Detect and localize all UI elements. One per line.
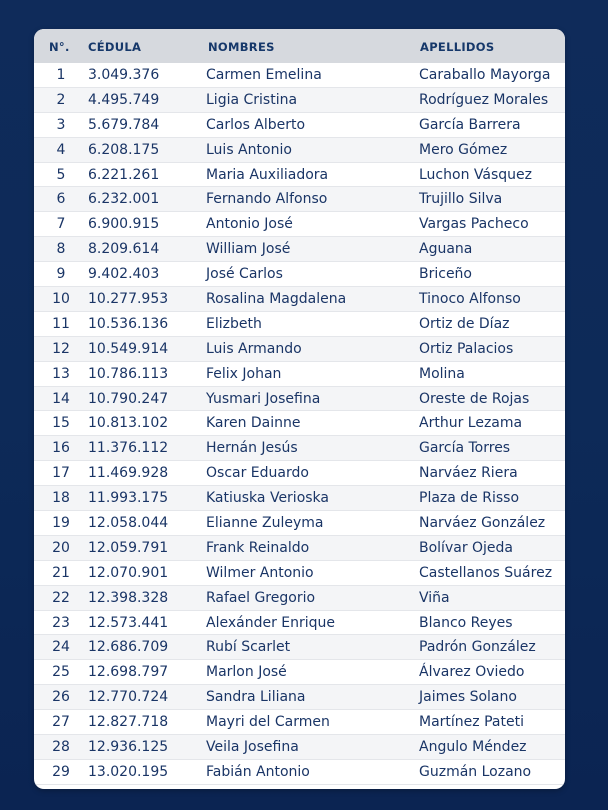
- table-row: [34, 486, 565, 511]
- cell-nombres: Sandra Liliana: [206, 689, 306, 706]
- cell-nombres: Karen Dainne: [206, 415, 301, 432]
- cell-cedula: 12.058.044: [88, 515, 169, 532]
- cell-num: 10: [52, 291, 70, 308]
- cell-cedula: 13.020.195: [88, 763, 169, 780]
- data-table: [34, 29, 565, 789]
- table-row: [34, 685, 565, 710]
- header-cedula: CÉDULA: [88, 40, 142, 54]
- cell-cedula: 10.790.247: [88, 390, 169, 407]
- cell-apellidos: Angulo Méndez: [419, 739, 527, 756]
- table-row: [34, 237, 565, 262]
- table-row: [34, 163, 565, 188]
- cell-cedula: 12.827.718: [88, 714, 169, 731]
- table-body: [34, 63, 565, 785]
- cell-cedula: 12.698.797: [88, 664, 169, 681]
- cell-apellidos: Blanco Reyes: [419, 614, 513, 631]
- cell-num: 16: [52, 440, 70, 457]
- cell-num: 13: [52, 365, 70, 382]
- table-row: [34, 212, 565, 237]
- cell-nombres: Elianne Zuleyma: [206, 515, 324, 532]
- cell-cedula: 6.221.261: [88, 166, 160, 183]
- table-row: [34, 337, 565, 362]
- cell-num: 2: [56, 91, 66, 108]
- table-row: [34, 362, 565, 387]
- cell-cedula: 11.469.928: [88, 465, 169, 482]
- cell-apellidos: Luchon Vásquez: [419, 166, 532, 183]
- table-row: [34, 63, 565, 88]
- cell-apellidos: Ortiz de Díaz: [419, 315, 510, 332]
- cell-cedula: 10.786.113: [88, 365, 169, 382]
- cell-nombres: William José: [206, 241, 291, 258]
- cell-num: 5: [56, 166, 66, 183]
- cell-num: 25: [52, 664, 70, 681]
- cell-cedula: 8.209.614: [88, 241, 160, 258]
- cell-num: 11: [52, 315, 70, 332]
- cell-nombres: Fabián Antonio: [206, 763, 310, 780]
- cell-num: 18: [52, 490, 70, 507]
- cell-apellidos: Narváez González: [419, 515, 546, 532]
- cell-apellidos: Oreste de Rojas: [419, 390, 530, 407]
- table-row: [34, 536, 565, 561]
- table-row: [34, 586, 565, 611]
- cell-apellidos: Rodríguez Morales: [419, 91, 549, 108]
- cell-cedula: 6.232.001: [88, 191, 160, 208]
- table-row: [34, 710, 565, 735]
- cell-nombres: Rubí Scarlet: [206, 639, 291, 656]
- cell-apellidos: Aguana: [419, 241, 473, 258]
- cell-apellidos: Molina: [419, 365, 465, 382]
- cell-apellidos: Arthur Lezama: [419, 415, 523, 432]
- cell-num: 20: [52, 539, 70, 556]
- table-row: [34, 461, 565, 486]
- cell-nombres: Luis Antonio: [206, 141, 292, 158]
- cell-cedula: 12.398.328: [88, 589, 169, 606]
- cell-num: 27: [52, 714, 70, 731]
- cell-nombres: Luis Armando: [206, 340, 302, 357]
- cell-nombres: Marlon José: [206, 664, 287, 681]
- cell-nombres: Hernán Jesús: [206, 440, 298, 457]
- header-apellidos: APELLIDOS: [420, 40, 495, 54]
- cell-num: 22: [52, 589, 70, 606]
- cell-nombres: Mayri del Carmen: [206, 714, 330, 731]
- cell-apellidos: Vargas Pacheco: [419, 216, 529, 233]
- table-row: [34, 411, 565, 436]
- cell-nombres: Alexánder Enrique: [206, 614, 336, 631]
- cell-nombres: Yusmari Josefina: [206, 390, 321, 407]
- cell-apellidos: Caraballo Mayorga: [419, 67, 551, 83]
- cell-cedula: 6.900.915: [88, 216, 160, 233]
- cell-cedula: 9.402.403: [88, 266, 160, 283]
- table-row: [34, 436, 565, 461]
- cell-nombres: Rosalina Magdalena: [206, 291, 347, 308]
- cell-apellidos: Jaimes Solano: [419, 689, 517, 706]
- cell-apellidos: Narváez Riera: [419, 465, 518, 482]
- cell-apellidos: Padrón González: [419, 639, 536, 656]
- cell-cedula: 10.277.953: [88, 291, 169, 308]
- cell-cedula: 10.536.136: [88, 315, 169, 332]
- table-row: [34, 511, 565, 536]
- cell-apellidos: Álvarez Oviedo: [419, 664, 525, 681]
- cell-apellidos: Plaza de Risso: [419, 490, 520, 507]
- table-row: [34, 113, 565, 138]
- table-row: [34, 660, 565, 685]
- cell-cedula: 4.495.749: [88, 91, 160, 108]
- header-num: N°.: [49, 40, 70, 54]
- cell-num: 21: [52, 564, 70, 581]
- cell-nombres: Ligia Cristina: [206, 91, 298, 108]
- cell-cedula: 12.059.791: [88, 539, 169, 556]
- cell-apellidos: García Torres: [419, 440, 511, 457]
- cell-nombres: Elizbeth: [206, 315, 262, 332]
- table-row: [34, 187, 565, 212]
- cell-cedula: 10.549.914: [88, 340, 169, 357]
- cell-nombres: Frank Reinaldo: [206, 539, 310, 556]
- cell-apellidos: Tinoco Alfonso: [419, 291, 521, 308]
- cell-cedula: 12.770.724: [88, 689, 169, 706]
- table-row: [34, 760, 565, 785]
- cell-apellidos: Bolívar Ojeda: [419, 539, 514, 556]
- cell-nombres: José Carlos: [206, 266, 283, 283]
- table-header: [34, 29, 565, 63]
- table-row: [34, 387, 565, 412]
- cell-cedula: 11.376.112: [88, 440, 169, 457]
- table-row: [34, 287, 565, 312]
- cell-apellidos: Castellanos Suárez: [419, 564, 553, 581]
- cell-nombres: Maria Auxiliadora: [206, 166, 329, 183]
- cell-num: 24: [52, 639, 70, 656]
- cell-num: 7: [56, 216, 66, 233]
- cell-num: 14: [52, 390, 70, 407]
- cell-cedula: 12.936.125: [88, 739, 169, 756]
- cell-num: 9: [56, 266, 66, 283]
- cell-nombres: Veila Josefina: [206, 739, 299, 756]
- cell-cedula: 3.049.376: [88, 67, 160, 83]
- cell-nombres: Antonio José: [206, 216, 293, 233]
- cell-num: 17: [52, 465, 70, 482]
- cell-num: 12: [52, 340, 70, 357]
- cell-cedula: 5.679.784: [88, 116, 160, 133]
- table-row: [34, 138, 565, 163]
- cell-apellidos: Ortiz Palacios: [419, 340, 514, 357]
- cell-apellidos: Mero Gómez: [419, 141, 508, 158]
- cell-cedula: 12.686.709: [88, 639, 169, 656]
- cell-nombres: Katiuska Verioska: [206, 490, 329, 507]
- cell-apellidos: Viña: [419, 589, 450, 606]
- cell-num: 28: [52, 739, 70, 756]
- cell-nombres: Oscar Eduardo: [206, 465, 309, 482]
- cell-cedula: 10.813.102: [88, 415, 169, 432]
- cell-cedula: 12.573.441: [88, 614, 169, 631]
- cell-nombres: Carlos Alberto: [206, 116, 306, 133]
- cell-apellidos: Briceño: [419, 266, 472, 283]
- cell-num: 23: [52, 614, 70, 631]
- cell-apellidos: García Barrera: [419, 116, 521, 133]
- cell-cedula: 6.208.175: [88, 141, 160, 158]
- table-row: [34, 561, 565, 586]
- header-nombres: NOMBRES: [208, 40, 275, 54]
- table-row: [34, 262, 565, 287]
- cell-nombres: Felix Johan: [206, 365, 282, 382]
- cell-nombres: Rafael Gregorio: [206, 589, 316, 606]
- cell-num: 1: [56, 67, 66, 83]
- cell-num: 29: [52, 763, 70, 780]
- cell-num: 6: [56, 191, 66, 208]
- cell-num: 4: [56, 141, 66, 158]
- cell-num: 15: [52, 415, 70, 432]
- cell-num: 26: [52, 689, 70, 706]
- cell-num: 3: [56, 116, 66, 133]
- cell-apellidos: Martínez Pateti: [419, 714, 524, 731]
- table-row: [34, 312, 565, 337]
- cell-cedula: 11.993.175: [88, 490, 169, 507]
- cell-nombres: Wilmer Antonio: [206, 564, 314, 581]
- table-row: [34, 88, 565, 113]
- table-row: [34, 735, 565, 760]
- cell-apellidos: Trujillo Silva: [419, 191, 503, 208]
- cell-num: 8: [56, 241, 66, 258]
- cell-num: 19: [52, 515, 70, 532]
- cell-nombres: Carmen Emelina: [206, 67, 322, 83]
- table-row: [34, 611, 565, 636]
- cell-cedula: 12.070.901: [88, 564, 169, 581]
- cell-nombres: Fernando Alfonso: [206, 191, 328, 208]
- cell-apellidos: Guzmán Lozano: [419, 763, 532, 780]
- table-row: [34, 635, 565, 660]
